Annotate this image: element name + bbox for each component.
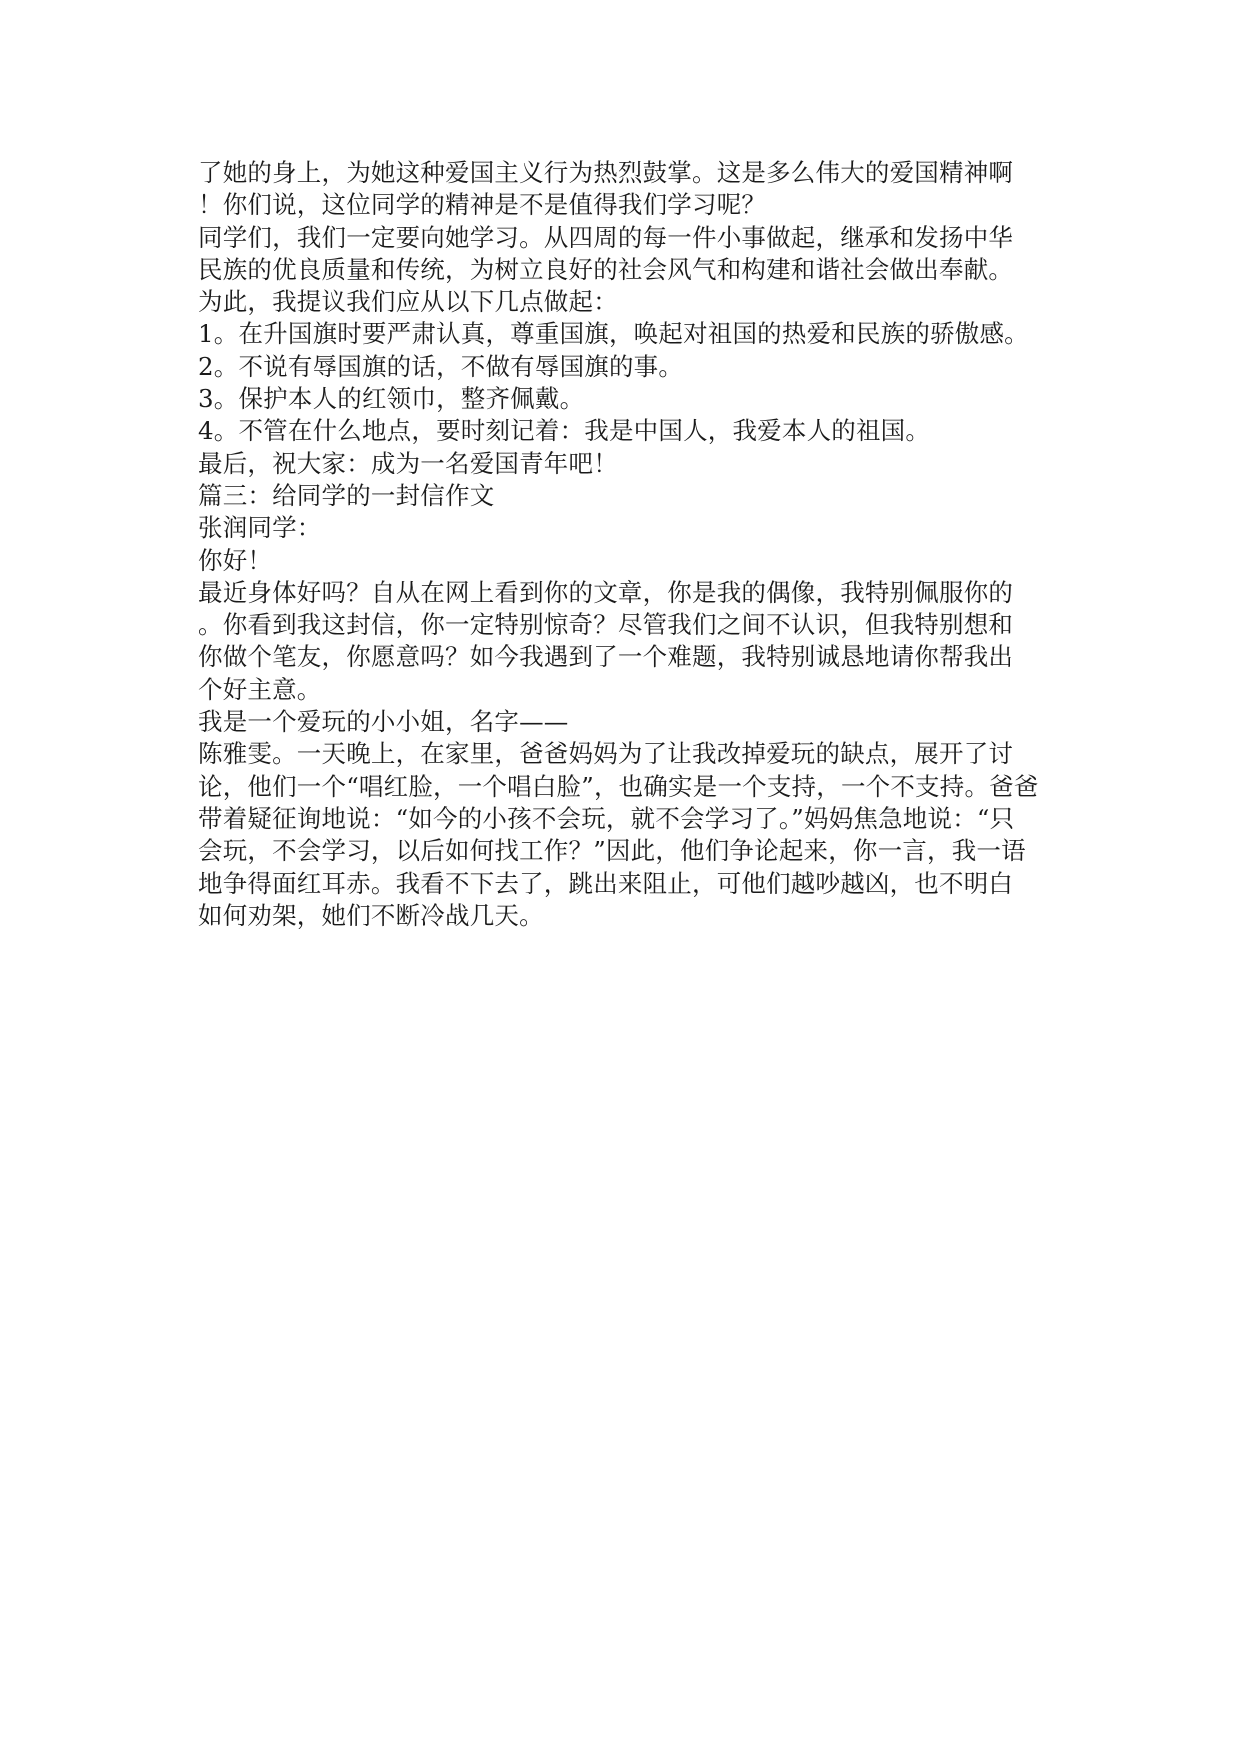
text-line: 同学们，我们一定要向她学习。从四周的每一件小事做起，继承和发扬中华 [198,222,1014,252]
text-line: 地争得面红耳赤。我看不下去了，跳出来阻止，可他们越吵越凶，也不明白 [198,868,1014,898]
text-line: 会玩，不会学习，以后如何找工作？”因此，他们争论起来，你一言，我一语 [198,836,1026,866]
letter-greeting: 你好！ [198,545,273,575]
text-line: 带着疑征询地说：“如今的小孩不会玩，就不会学习了。”妈妈焦急地说：“只 [198,803,1015,833]
list-item: 1。在升国旗时要严肃认真，尊重国旗，唤起对祖国的热爱和民族的骄傲感。 [198,319,1029,349]
text-line: 最后，祝大家：成为一名爱国青年吧！ [198,448,618,478]
text-line: 论，他们一个“唱红脸，一个唱白脸”，也确实是一个支持，一个不支持。爸爸 [198,771,1039,801]
text-line: 民族的优良质量和传统，为树立良好的社会风气和构建和谐社会做出奉献。 [198,254,1014,284]
text-line: 你做个笔友，你愿意吗？如今我遇到了一个难题，我特别诚恳地请你帮我出 [198,642,1014,672]
text-line: 我是一个爱玩的小小姐，名字—— [198,707,569,737]
text-line: 为此，我提议我们应从以下几点做起： [198,287,618,317]
text-line: ！你们说，这位同学的精神是不是值得我们学习呢？ [198,190,767,220]
text-line: 。你看到我这封信，你一定特别惊奇？尽管我们之间不认识，但我特别想和 [198,610,1014,640]
text-line: 了她的身上，为她这种爱国主义行为热烈鼓掌。这是多么伟大的爱国精神啊 [198,158,1014,187]
text-line: 如何劝架，她们不断冷战几天。 [198,900,544,930]
document-body [198,157,1048,932]
list-item: 3。保护本人的红领巾，整齐佩戴。 [198,384,585,414]
section-heading: 篇三：给同学的一封信作文 [198,480,495,510]
letter-salutation: 张润同学： [198,513,322,543]
list-item: 4。不管在什么地点，要时刻记着：我是中国人，我爱本人的祖国。 [198,416,931,446]
text-line: 个好主意。 [198,674,322,704]
list-item: 2。不说有辱国旗的话，不做有辱国旗的事。 [198,351,684,381]
text-line: 陈雅雯。一天晚上，在家里，爸爸妈妈为了让我改掉爱玩的缺点，展开了讨 [198,739,1014,769]
text-line: 最近身体好吗？自从在网上看到你的文章，你是我的偶像，我特别佩服你的 [198,577,1014,607]
